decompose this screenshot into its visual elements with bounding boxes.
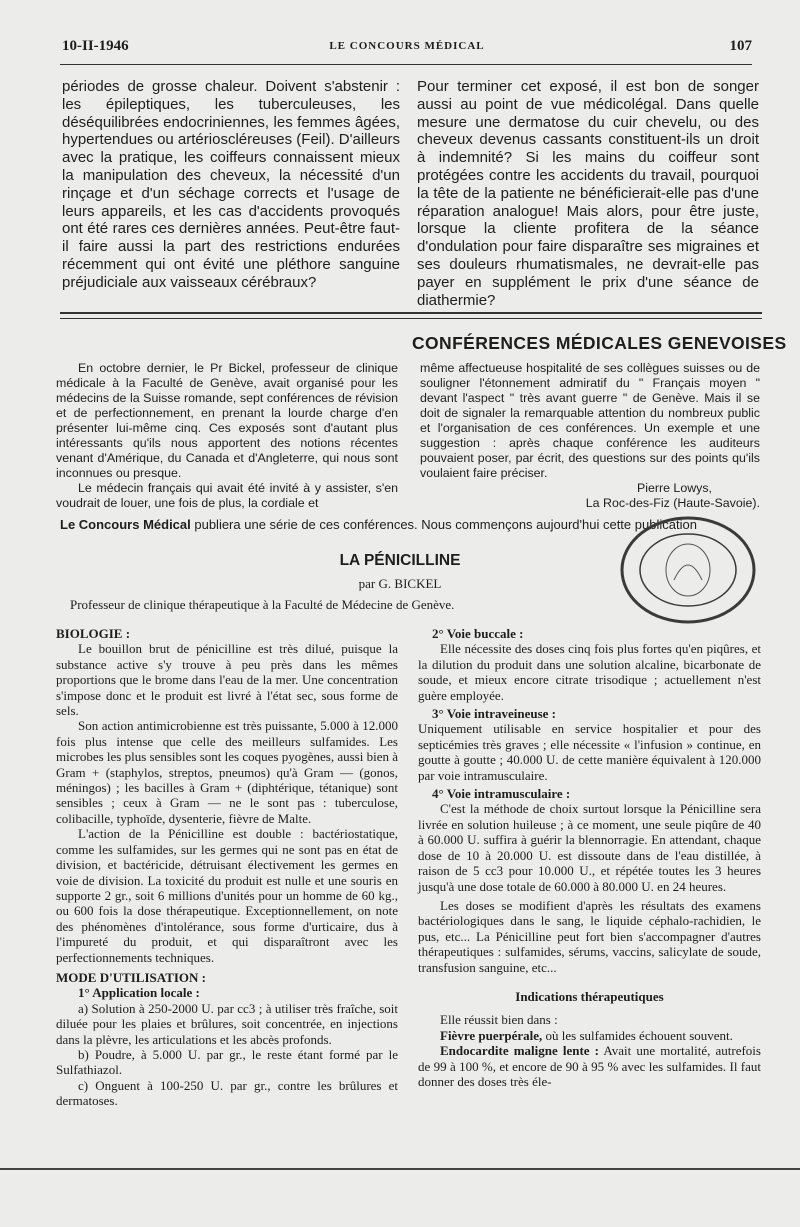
biologie-para-1: Le bouillon brut de pénicilline est très dilué, puisque la substance active s'y trouve à peu près dans les mêmes proportions que le brome dans l'eau de la mer. Une concentration s'impose donc et le produit est livré à l'état sec, sous forme de sels. xyxy=(56,641,398,719)
library-stamp xyxy=(608,510,766,640)
item-b: b) Poudre, à 5.000 U. par gr., le reste étant formé par le Sulfathiazol. xyxy=(56,1046,398,1078)
page-number: 107 xyxy=(729,38,752,54)
doses-text: Les doses se modifient d'après les résultats des examens bactériologiques dans le sang, le liquide céphalo-rachidien, le pus, etc... La Pénicilline peut fort bien s'accompagner d'autres thérapeutiques : sulfamides, sérums, vaccins, salicylate de soude, transfusion sanguine, etc... xyxy=(418,897,761,975)
top-article-right-column xyxy=(417,78,759,309)
application-locale-heading: 1° Application locale : xyxy=(78,985,200,1001)
biologie-para-3: L'action de la Pénicilline est double : bactériostatique, comme les sulfamides, sur les germes qui ne sont pas en état de division, et bactéricide, détruisant électivement les germes en voie de division. La toxicité du produit est nulle et une souris en supporte 2 gr., soit 6 millions d'unités pour un homme de 60 kg., ou 600 fois la dose thérapeutique. Exceptionnellement, on note des phénomènes d'intolérance, sous forme d'urticaire, dus à l'impureté du produit, et qui disparaîtront avec les perfectionnements techniques. xyxy=(56,826,398,965)
intraveineuse-heading: 3° Voie intraveineuse : xyxy=(432,706,557,722)
footer-rule xyxy=(0,1168,800,1170)
announcement-journal: Le Concours Médical xyxy=(60,517,191,532)
issue-date: 10-II-1946 xyxy=(62,38,129,54)
page-header xyxy=(62,38,752,60)
top-article-left-column xyxy=(62,78,400,292)
endocardite-text: Avait une mortalité, autrefois de 99 à 100 %, et encore de 90 à 95 % avec les sulfamides. Il faut donner des doses très éle- xyxy=(418,1043,761,1089)
top-article-left-text: périodes de grosse chaleur. Doivent s'abstenir : les épileptiques, les tuberculeuses, les déséquilibrées endocriniennes, les femmes âgées, hypertendues ou artérioscléreuses (Feil). D'ailleurs avec la pratique, les coiffeurs connaissent mieux la manipulation des cheveux, la nécessité d'un rinçage et d'un séchage corrects et l'usage de leurs appareils, et les cas d'accidents provoqués ont été rares ces dernières années. Peut-être faut-il faire aussi la part des restrictions endurées récemment qui ont évité une pléthore sanguine préjudiciale aux vaisseaux cérébraux? xyxy=(62,78,401,291)
journal-title: LE CONCOURS MÉDICAL xyxy=(329,40,485,52)
penicillin-byline: par G. BICKEL xyxy=(358,576,442,591)
biologie-heading: BIOLOGIE : xyxy=(56,626,131,641)
penicillin-affiliation: Professeur de clinique thérapeutique à la Faculté de Médecine de Genève. xyxy=(70,597,455,612)
item-a: a) Solution à 250-2000 U. par cc3 ; à utiliser très fraîche, soit diluée pour les plaies et brûlures, soit concentrée, en injections dans la plèvre, les articulations et les abcès profonds. xyxy=(56,1000,398,1047)
section-divider-bottom xyxy=(60,318,762,319)
indications-heading: Indications thérapeutiques xyxy=(515,988,664,1004)
conferences-right-para: même affectueuse hospitalité de ses collègues suisses ou de souligner l'étonnement admiratif du " Français moyen " devant l'aspect " très avant guerre " de Genève. Mais il se doit de signaler la remarquable attention du nombreux public et l'organisation de ces conférences. Un exemple et une suggestion : après chaque conférence les auditeurs pouvaient poser, par écrit, des questions sur des points qu'ils voulaient faire préciser. xyxy=(420,361,760,480)
fievre-puerperale xyxy=(418,1028,761,1043)
intraveineuse-text: Uniquement utilisable en service hospitalier et pour des septicémies très graves ; elle nécessite « l'infusion » continue, en goutte à goutte ; 40.000 U. de cette manière équivalent à 120.000 par voie intramusculaire. xyxy=(418,721,761,783)
announcement-text: publiera une série de ces conférences. Nous commençons aujourd'hui cette publication xyxy=(190,517,697,532)
reussit-text: Elle réussit bien dans : xyxy=(440,1012,558,1028)
top-article-right-text: Pour terminer cet exposé, il est bon de songer aussi au point de vue médicolégal. Dans quelle mesure une dermatose du cuir chevelu, ou des cheveux devenus cassants constituent-ils un droit à indemnité? Si les mains du coiffeur sont protégées contre les accidents du travail, pourquoi la tête de la patiente ne bénéficierait-elle pas d'une réparation analogue! Mais alors, pour être juste, lorsque la cliente profitera de la séance d'ondulation pour faire disparaître ses migraines et ses douleurs rhumatismales, ne devrait-elle pas payer en supplément le prix d'une séance de diathermie? xyxy=(417,78,759,309)
mode-heading: MODE D'UTILISATION : xyxy=(56,969,207,985)
conferences-left-para-2: Le médecin français qui avait été invité à y assister, s'en voudrait de louer, une fois de plus, la cordiale et xyxy=(56,481,398,510)
penicillin-left-column xyxy=(56,626,398,1109)
buccale-heading: 2° Voie buccale : xyxy=(432,626,524,641)
intramusculaire-heading: 4° Voie intramusculaire : xyxy=(432,786,571,802)
conferences-title: CONFÉRENCES MÉDICALES GENEVOISES xyxy=(412,333,787,353)
conferences-right-column xyxy=(420,361,760,511)
header-rule xyxy=(60,64,752,65)
item-c: c) Onguent à 100-250 U. par gr., contre les brûlures et dermatoses. xyxy=(56,1077,398,1109)
signature-name: Pierre Lowys, xyxy=(636,481,712,495)
buccale-text: Elle nécessite des doses cinq fois plus fortes qu'en piqûres, et la dilution du produit dans une solution alcaline, bicarbonate de soude, et mieux encore citrate trisodique ; actuellement n'est guère employée. xyxy=(418,641,761,703)
penicillin-title: LA PÉNICILLINE xyxy=(339,552,461,569)
section-divider-top xyxy=(60,312,762,314)
fievre-text: où les sulfamides échouent souvent. xyxy=(542,1027,733,1043)
endocardite xyxy=(418,1043,761,1089)
conferences-left-para-1: En octobre dernier, le Pr Bickel, professeur de clinique médicale à la Faculté de Genève, avait organisé pour les médecins de la Suisse romande, sept conférences de révision et de perfectionnement, en prenant la lourde charge d'en présenter lui-même cinq. Ces exposés sont d'autant plus intéressants qu'ils nous apportent des notions récentes venant d'Amérique, du Canada et d'Angleterre, qui nous sont inconnues ou presque. xyxy=(56,361,398,480)
endocardite-label: Endocardite maligne lente : xyxy=(440,1043,599,1059)
penicillin-right-column xyxy=(418,626,761,1089)
fievre-label: Fièvre puerpérale, xyxy=(440,1027,543,1043)
signature-place: La Roc-des-Fiz (Haute-Savoie). xyxy=(585,496,760,510)
conferences-left-column xyxy=(56,361,398,511)
intramusculaire-text: C'est la méthode de choix surtout lorsque la Pénicilline sera livrée en solution huileuse ; à ce moment, une seule piqûre de 40 à 60.000 U. suffira à guérir la blennorragie. En attendant, chaque dose de 10 à 20.000 U. est dissoute dans de l'eau distillée, à raison de 5 cc3 pour 10.000 U., et répétée toutes les 3 heures jusqu'à une dose totale de 60.000 à 80.000 U. en 24 heures. xyxy=(418,801,761,894)
biologie-para-2: Son action antimicrobienne est très puissante, 5.000 à 12.000 fois plus intense que celle des meilleurs sulfamides. Les microbes les plus sensibles sont les coques pyogènes, aussi bien à Gram + (staphylos, streptos, pneumos) qu'à Gram — (gonos, méningos) ; les bacilles à Gram + (diphtérique, tétanique) sont sensibles ; ceux à Gram — ne le sont pas : tuberculose, colibacille, typhoïde, dysenterie, fièvre de Malte. xyxy=(56,718,398,826)
